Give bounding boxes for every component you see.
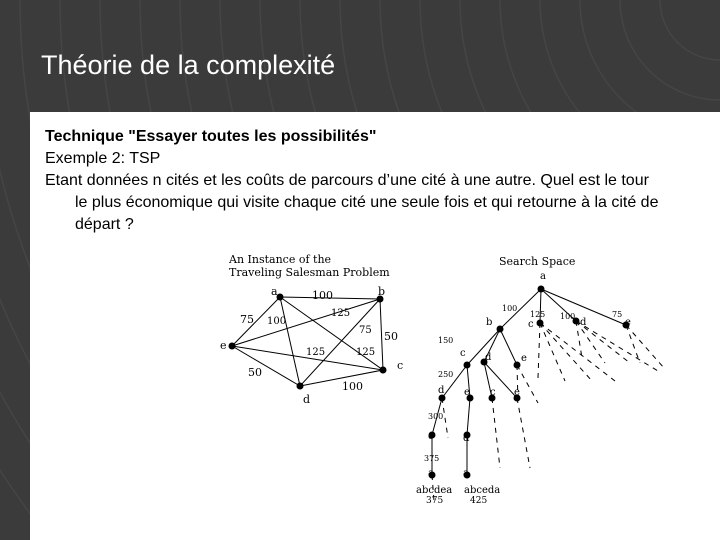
tree-l3-label-d: d <box>438 385 445 396</box>
tour-label-2: abceda <box>464 485 501 496</box>
tour-cost-2: 425 <box>470 496 488 505</box>
graph-label-a: a <box>271 285 278 298</box>
graph-label-b: b <box>378 285 386 298</box>
edge-label-ed: 50 <box>248 366 262 379</box>
left-caption-line-1: An Instance of the <box>229 253 332 266</box>
graph-label-e: e <box>220 339 227 352</box>
tree-l4-cost: 300 <box>428 412 444 421</box>
edge-label-bc: 50 <box>384 330 398 343</box>
tree-l2-label-e: e <box>521 353 527 364</box>
slide-body <box>45 126 665 236</box>
graph-label-d: d <box>303 393 311 406</box>
tsp-figure <box>220 253 667 505</box>
left-caption-line-2: Traveling Salesman Problem <box>229 266 390 279</box>
tsp-figure-drawing <box>220 253 667 505</box>
edge-label-bd: 75 <box>359 325 372 336</box>
tree-l1-cost-e: 75 <box>612 310 623 319</box>
edge-label-ac: 125 <box>331 308 351 319</box>
edge-label-dc: 100 <box>342 380 363 393</box>
tree-l1-cost-c: 125 <box>530 310 546 319</box>
edge-label-ab: 100 <box>312 289 333 302</box>
tree-l2-label-d: d <box>485 352 492 363</box>
edge-label-ae: 75 <box>240 313 254 326</box>
tree-root-label: a <box>540 271 546 282</box>
edge-label-be: 125 <box>306 347 326 358</box>
tree-nodes <box>429 286 630 479</box>
tree-l1-cost-d: 100 <box>560 312 576 321</box>
tree-l1-label-e: e <box>625 317 631 328</box>
tree-l4-label-e: e <box>428 431 434 442</box>
tour-label-1: abcdea <box>416 485 453 496</box>
graph-node-d <box>297 383 304 390</box>
tree-l3-label-e: e <box>464 387 470 398</box>
edge-label-ec: 125 <box>356 347 376 358</box>
slide-title: Théorie de la complexité <box>41 50 336 80</box>
body-line-definition: Etant données n cités et les coûts de parcours d’une cité à une autre. Quel est le tour le plus économique qui visite chaque cité une seule fois et qui retourne à la cité de départ ? <box>45 172 659 233</box>
tour-cost-1: 375 <box>426 496 444 505</box>
tree-l1-label-d: d <box>580 317 587 328</box>
tree-l1-label-b: b <box>486 317 493 328</box>
body-line-example: Exemple 2: TSP <box>45 150 161 167</box>
tree-l1-label-c: c <box>528 319 534 330</box>
tree-l3-label-c: c <box>490 387 496 398</box>
tree-l3-label-e2: e <box>514 387 520 398</box>
search-space-caption: Search Space <box>499 255 576 268</box>
tree-l4-label-d: d <box>463 433 470 444</box>
graph-node-e <box>229 343 236 350</box>
tree-l5-label-a: a <box>428 468 434 479</box>
edge-label-ad: 100 <box>267 316 287 327</box>
tree-l2-cost: 150 <box>438 336 454 345</box>
graph-node-c <box>380 367 387 374</box>
tree-l3-cost: 250 <box>438 370 454 379</box>
tree-l1-cost-b: 100 <box>502 304 518 313</box>
tree-l5-label-a2: a <box>463 468 469 479</box>
tree-edges <box>432 289 626 475</box>
tree-l2-label-c: c <box>460 348 466 359</box>
tree-l5-cost: 375 <box>424 454 440 463</box>
graph-label-c: c <box>397 359 404 372</box>
body-line-technique: Technique "Essayer toutes les possibilités" <box>45 128 377 145</box>
